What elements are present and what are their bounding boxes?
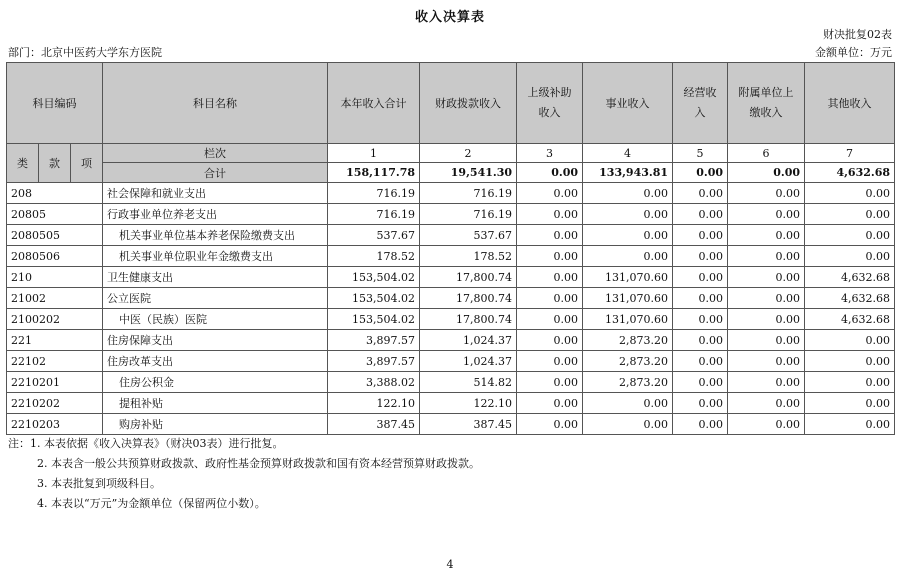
- row-code: 21002: [7, 288, 103, 309]
- row-cell: 0.00: [583, 246, 673, 267]
- row-cell: 0.00: [673, 351, 728, 372]
- table-body: [7, 63, 895, 435]
- row-cell: 0.00: [517, 225, 583, 246]
- header-code: 科目编码: [7, 63, 103, 144]
- row-cell: 0.00: [728, 267, 805, 288]
- row-cell: 1,024.37: [420, 351, 517, 372]
- table-row: [7, 309, 895, 330]
- row-cell: 0.00: [583, 414, 673, 435]
- row-cell: 17,800.74: [420, 309, 517, 330]
- row-cell: 0.00: [728, 309, 805, 330]
- header-operating-line1: 经营收: [683, 86, 717, 99]
- row-cell: 178.52: [420, 246, 517, 267]
- total-cell: 19,541.30: [420, 163, 517, 183]
- row-cell: 716.19: [420, 183, 517, 204]
- row-cell: 122.10: [420, 393, 517, 414]
- row-name: 提租补贴: [103, 393, 328, 414]
- row-code: 210: [7, 267, 103, 288]
- row-cell: 0.00: [728, 288, 805, 309]
- row-cell: 2,873.20: [583, 330, 673, 351]
- department-label: 部门：北京中医药大学东方医院: [8, 46, 162, 59]
- row-cell: 0.00: [805, 246, 895, 267]
- row-name: 住房公积金: [103, 372, 328, 393]
- col-num: 1: [328, 144, 420, 163]
- row-cell: 2,873.20: [583, 351, 673, 372]
- row-cell: 537.67: [328, 225, 420, 246]
- note-line: 4. 本表以“万元”为金额单位（保留两位小数）。: [37, 497, 266, 510]
- table-row: [7, 330, 895, 351]
- unit-label: 金额单位：万元: [815, 46, 892, 59]
- row-cell: 0.00: [728, 183, 805, 204]
- row-cell: 0.00: [805, 225, 895, 246]
- header-operating: [673, 63, 728, 144]
- row-cell: 0.00: [673, 204, 728, 225]
- row-cell: 0.00: [517, 309, 583, 330]
- row-code: 2080506: [7, 246, 103, 267]
- row-name: 机关事业单位职业年金缴费支出: [103, 246, 328, 267]
- header-operating-line2: 入: [694, 106, 706, 119]
- row-cell: 0.00: [673, 309, 728, 330]
- row-cell: 0.00: [517, 267, 583, 288]
- row-cell: 0.00: [728, 204, 805, 225]
- row-cell: 178.52: [328, 246, 420, 267]
- row-cell: 0.00: [728, 372, 805, 393]
- row-cell: 4,632.68: [805, 288, 895, 309]
- total-label: 合计: [103, 163, 328, 183]
- table-row: [7, 204, 895, 225]
- row-name: 中医（民族）医院: [103, 309, 328, 330]
- header-fiscal: 财政拨款收入: [420, 63, 517, 144]
- row-cell: 4,632.68: [805, 309, 895, 330]
- row-cell: 0.00: [673, 267, 728, 288]
- row-cell: 153,504.02: [328, 309, 420, 330]
- table-row: [7, 288, 895, 309]
- row-cell: 122.10: [328, 393, 420, 414]
- row-code: 2100202: [7, 309, 103, 330]
- row-cell: 0.00: [583, 225, 673, 246]
- row-cell: 0.00: [728, 330, 805, 351]
- row-cell: 131,070.60: [583, 309, 673, 330]
- header-name: 科目名称: [103, 63, 328, 144]
- row-cell: 0.00: [673, 246, 728, 267]
- total-row: [7, 163, 895, 183]
- row-cell: 0.00: [805, 372, 895, 393]
- row-cell: 0.00: [517, 246, 583, 267]
- row-cell: 0.00: [805, 351, 895, 372]
- row-cell: 0.00: [517, 414, 583, 435]
- column-number-row: [7, 144, 895, 163]
- row-cell: 0.00: [517, 204, 583, 225]
- header-affiliate-line2: 缴收入: [749, 106, 783, 119]
- row-cell: 0.00: [517, 330, 583, 351]
- row-cell: 0.00: [728, 351, 805, 372]
- row-cell: 514.82: [420, 372, 517, 393]
- row-name: 住房改革支出: [103, 351, 328, 372]
- row-code: 2210203: [7, 414, 103, 435]
- header-xiang: 项: [71, 144, 103, 183]
- row-name: 卫生健康支出: [103, 267, 328, 288]
- header-other: 其他收入: [805, 63, 895, 144]
- notes: [8, 434, 480, 514]
- row-name: 住房保障支出: [103, 330, 328, 351]
- row-cell: 0.00: [805, 204, 895, 225]
- row-cell: 0.00: [673, 183, 728, 204]
- page-number: 4: [446, 558, 454, 571]
- row-cell: 17,800.74: [420, 267, 517, 288]
- row-code: 208: [7, 183, 103, 204]
- row-code: 20805: [7, 204, 103, 225]
- row-name: 购房补贴: [103, 414, 328, 435]
- row-cell: 2,873.20: [583, 372, 673, 393]
- row-cell: 153,504.02: [328, 288, 420, 309]
- total-cell: 0.00: [673, 163, 728, 183]
- header-affiliate: [728, 63, 805, 144]
- total-cell: 0.00: [728, 163, 805, 183]
- row-cell: 387.45: [328, 414, 420, 435]
- header-lei: 类: [7, 144, 39, 183]
- row-cell: 3,897.57: [328, 330, 420, 351]
- col-num: 5: [673, 144, 728, 163]
- row-cell: 0.00: [805, 330, 895, 351]
- row-cell: 0.00: [673, 372, 728, 393]
- row-cell: 153,504.02: [328, 267, 420, 288]
- row-cell: 0.00: [728, 225, 805, 246]
- row-code: 221: [7, 330, 103, 351]
- row-code: 2080505: [7, 225, 103, 246]
- table-row: [7, 183, 895, 204]
- col-num: 3: [517, 144, 583, 163]
- note-line: 3. 本表批复到项级科目。: [37, 477, 161, 490]
- header-upper-line1: 上级补助: [527, 86, 572, 99]
- row-cell: 0.00: [583, 183, 673, 204]
- row-cell: 0.00: [728, 246, 805, 267]
- row-cell: 0.00: [517, 372, 583, 393]
- row-cell: 3,388.02: [328, 372, 420, 393]
- total-cell: 4,632.68: [805, 163, 895, 183]
- row-code: 22102: [7, 351, 103, 372]
- row-cell: 0.00: [673, 330, 728, 351]
- row-name: 机关事业单位基本养老保险缴费支出: [103, 225, 328, 246]
- note-line: 2. 本表含一般公共预算财政拨款、政府性基金预算财政拨款和国有资本经营预算财政拨款。: [37, 457, 480, 470]
- form-code: 财决批复02表: [823, 28, 892, 41]
- row-cell: 0.00: [673, 225, 728, 246]
- row-name: 行政事业单位养老支出: [103, 204, 328, 225]
- table-row: [7, 267, 895, 288]
- header-upper-line2: 收入: [538, 106, 561, 119]
- col-num: 4: [583, 144, 673, 163]
- table-row: [7, 246, 895, 267]
- row-cell: 0.00: [673, 393, 728, 414]
- row-cell: 0.00: [517, 183, 583, 204]
- row-cell: 0.00: [517, 393, 583, 414]
- row-cell: 537.67: [420, 225, 517, 246]
- row-cell: 0.00: [517, 288, 583, 309]
- table-row: [7, 225, 895, 246]
- row-cell: 0.00: [673, 288, 728, 309]
- total-cell: 158,117.78: [328, 163, 420, 183]
- row-code: 2210202: [7, 393, 103, 414]
- table-row: [7, 372, 895, 393]
- header-upper: [517, 63, 583, 144]
- total-cell: 0.00: [517, 163, 583, 183]
- note-line: 注：1. 本表依据《收入决算表》（财决03表）进行批复。: [8, 437, 284, 450]
- row-cell: 716.19: [420, 204, 517, 225]
- row-cell: 716.19: [328, 204, 420, 225]
- table-row: [7, 393, 895, 414]
- header-total: 本年收入合计: [328, 63, 420, 144]
- table-row: [7, 351, 895, 372]
- col-num: 2: [420, 144, 517, 163]
- header-row: [7, 63, 895, 144]
- row-code: 2210201: [7, 372, 103, 393]
- page-title: 收入决算表: [414, 10, 485, 25]
- row-cell: 0.00: [728, 393, 805, 414]
- header-kuan: 款: [39, 144, 71, 183]
- row-cell: 0.00: [805, 393, 895, 414]
- header-lanci: 栏次: [103, 144, 328, 163]
- row-cell: 0.00: [517, 351, 583, 372]
- revenue-table: [6, 62, 895, 435]
- total-cell: 133,943.81: [583, 163, 673, 183]
- row-name: 社会保障和就业支出: [103, 183, 328, 204]
- row-cell: 17,800.74: [420, 288, 517, 309]
- row-cell: 0.00: [583, 204, 673, 225]
- col-num: 7: [805, 144, 895, 163]
- row-cell: 1,024.37: [420, 330, 517, 351]
- row-cell: 131,070.60: [583, 288, 673, 309]
- header-business: 事业收入: [583, 63, 673, 144]
- row-cell: 387.45: [420, 414, 517, 435]
- row-cell: 0.00: [805, 183, 895, 204]
- header-affiliate-line1: 附属单位上: [738, 86, 794, 99]
- row-cell: 0.00: [728, 414, 805, 435]
- row-cell: 716.19: [328, 183, 420, 204]
- row-cell: 131,070.60: [583, 267, 673, 288]
- row-cell: 0.00: [673, 414, 728, 435]
- row-cell: 0.00: [583, 393, 673, 414]
- col-num: 6: [728, 144, 805, 163]
- row-name: 公立医院: [103, 288, 328, 309]
- row-cell: 4,632.68: [805, 267, 895, 288]
- table-row: [7, 414, 895, 435]
- row-cell: 0.00: [805, 414, 895, 435]
- row-cell: 3,897.57: [328, 351, 420, 372]
